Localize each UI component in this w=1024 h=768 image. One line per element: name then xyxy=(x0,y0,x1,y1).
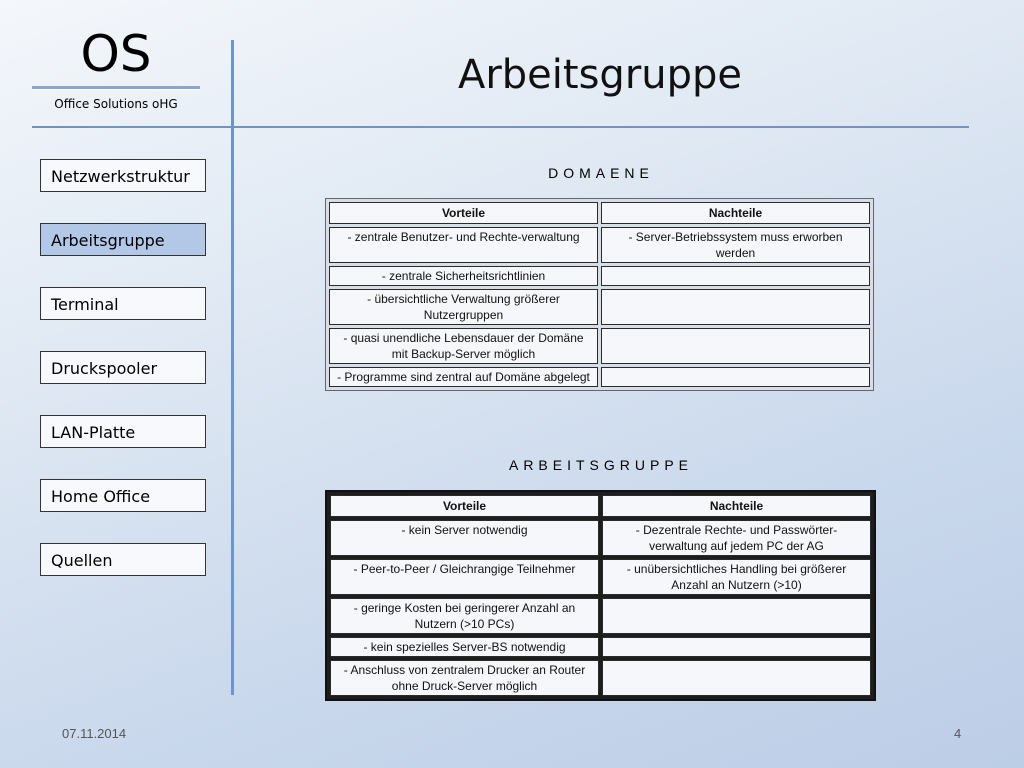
pro-cell: - Anschluss von zentralem Drucker an Router ohne Druck-Server möglich xyxy=(330,660,599,696)
vertical-divider xyxy=(231,40,234,695)
con-cell xyxy=(601,289,870,325)
table-row xyxy=(329,266,870,286)
table-row xyxy=(330,598,871,634)
logo-underline xyxy=(32,86,200,89)
domaene-table xyxy=(325,198,874,391)
table-row xyxy=(330,660,871,696)
con-cell xyxy=(602,598,871,634)
column-header-vorteile: Vorteile xyxy=(330,495,599,517)
table-row xyxy=(329,328,870,364)
con-cell xyxy=(601,328,870,364)
table-row xyxy=(329,289,870,325)
pro-cell: - quasi unendliche Lebensdauer der Domäne mit Backup-Server möglich xyxy=(329,328,598,364)
table-row xyxy=(329,227,870,263)
page-number: 4 xyxy=(954,726,962,741)
pro-cell: - kein spezielles Server-BS notwendig xyxy=(330,637,599,657)
table-header-row xyxy=(330,495,871,517)
footer-date: 07.11.2014 xyxy=(62,726,127,741)
pro-cell: - kein Server notwendig xyxy=(330,520,599,556)
table-row xyxy=(330,520,871,556)
company-name: Office Solutions oHG xyxy=(54,97,178,111)
con-cell xyxy=(602,637,871,657)
pro-cell: - Peer-to-Peer / Gleichrangige Teilnehmer xyxy=(330,559,599,595)
pro-cell: - übersichtliche Verwaltung größerer Nutzergruppen xyxy=(329,289,598,325)
pro-cell: - zentrale Sicherheitsrichtlinien xyxy=(329,266,598,286)
nav-item-quellen[interactable]: Quellen xyxy=(40,543,206,576)
con-cell: - Dezentrale Rechte- und Passwörter-verwaltung auf jedem PC der AG xyxy=(602,520,871,556)
page-title: Arbeitsgruppe xyxy=(457,52,743,98)
nav-item-home-office[interactable]: Home Office xyxy=(40,479,206,512)
sidebar-nav xyxy=(40,159,206,607)
column-header-nachteile: Nachteile xyxy=(602,495,871,517)
nav-item-druckspooler[interactable]: Druckspooler xyxy=(40,351,206,384)
nav-item-netzwerkstruktur[interactable]: Netzwerkstruktur xyxy=(40,159,206,192)
logo-mark: OS xyxy=(80,25,152,83)
con-cell: - unübersichtliches Handling bei größerer Anzahl an Nutzern (>10) xyxy=(602,559,871,595)
horizontal-divider xyxy=(32,126,969,128)
con-cell: - Server-Betriebssystem muss erworben werden xyxy=(601,227,870,263)
nav-item-arbeitsgruppe[interactable]: Arbeitsgruppe xyxy=(40,223,206,256)
table-header-row xyxy=(329,202,870,224)
arbeitsgruppe-table xyxy=(325,490,876,701)
pro-cell: - geringe Kosten bei geringerer Anzahl an Nutzern (>10 PCs) xyxy=(330,598,599,634)
pro-cell: - zentrale Benutzer- und Rechte-verwaltung xyxy=(329,227,598,263)
arbeitsgruppe-heading: ARBEITSGRUPPE xyxy=(508,457,694,473)
table-row xyxy=(330,637,871,657)
table-row xyxy=(329,367,870,387)
column-header-nachteile: Nachteile xyxy=(601,202,870,224)
pro-cell: - Programme sind zentral auf Domäne abgelegt xyxy=(329,367,598,387)
con-cell xyxy=(601,266,870,286)
column-header-vorteile: Vorteile xyxy=(329,202,598,224)
domaene-heading: DOMAENE xyxy=(548,165,654,181)
nav-item-lan-platte[interactable]: LAN-Platte xyxy=(40,415,206,448)
table-row xyxy=(330,559,871,595)
con-cell xyxy=(601,367,870,387)
nav-item-terminal[interactable]: Terminal xyxy=(40,287,206,320)
con-cell xyxy=(602,660,871,696)
logo xyxy=(32,24,200,111)
